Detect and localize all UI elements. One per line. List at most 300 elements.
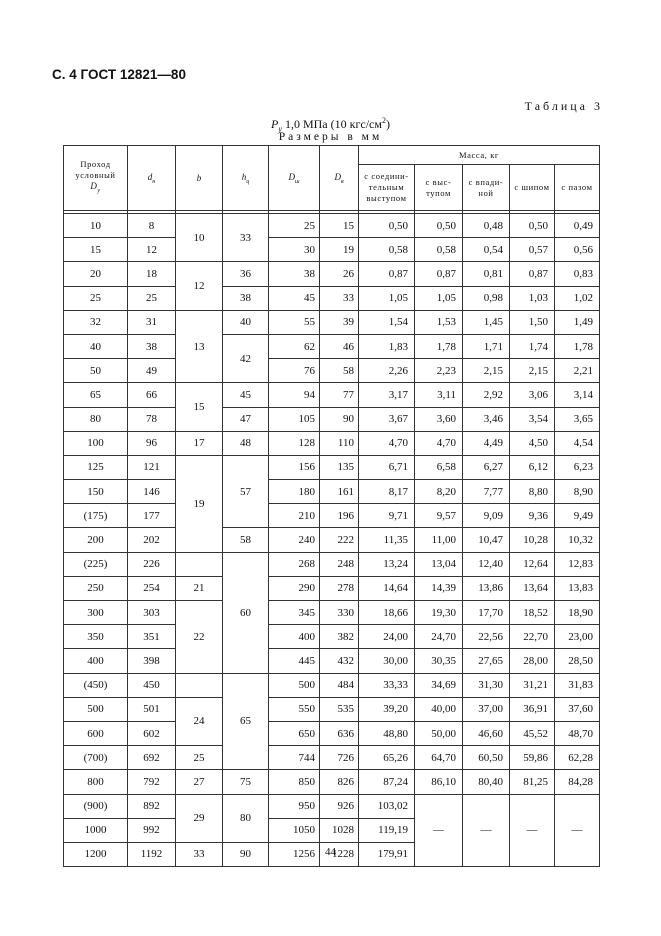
cell-mass: 179,91 (359, 842, 415, 866)
cell-dv: 382 (320, 625, 359, 649)
cell-dy: (450) (64, 673, 128, 697)
cell-dv: 135 (320, 455, 359, 479)
cell-dy: (900) (64, 794, 128, 818)
cell-mass: 2,23 (415, 359, 463, 383)
cell-mass: 31,30 (463, 673, 510, 697)
table-row (64, 528, 600, 552)
cell-mass: 1,03 (510, 286, 555, 310)
cell-dy: 125 (64, 455, 128, 479)
cell-mass: 19,30 (415, 601, 463, 625)
cell-h: 36 (223, 262, 269, 286)
cell-mass: 1,78 (415, 334, 463, 358)
cell-mass: 30,00 (359, 649, 415, 673)
cell-mass: 10,47 (463, 528, 510, 552)
cell-dn: 992 (128, 818, 176, 842)
cell-dsh: 180 (269, 480, 320, 504)
cell-mass: 86,10 (415, 770, 463, 794)
cell-mass: 28,00 (510, 649, 555, 673)
cell-mass: 4,50 (510, 431, 555, 455)
cell-mass: 10,32 (555, 528, 600, 552)
table-row (64, 334, 600, 358)
cell-mass: 8,20 (415, 480, 463, 504)
cell-dy: 65 (64, 383, 128, 407)
cell-mass: 3,67 (359, 407, 415, 431)
cell-mass: 2,26 (359, 359, 415, 383)
cell-mass: 0,58 (359, 238, 415, 262)
cell-b: 21 (176, 576, 223, 600)
cell-dsh: 550 (269, 697, 320, 721)
table-row (64, 770, 600, 794)
table-row (64, 552, 600, 576)
cell-mass: 12,83 (555, 552, 600, 576)
cell-mass: 65,26 (359, 746, 415, 770)
cell-dsh: 445 (269, 649, 320, 673)
col-header-dsh: $D_ш$ (269, 146, 320, 211)
cell-b: 10 (176, 214, 223, 262)
cell-b: 17 (176, 431, 223, 455)
cell-mass: 103,02 (359, 794, 415, 818)
table-row (64, 746, 600, 770)
cell-dv: 33 (320, 286, 359, 310)
cell-mass: 18,90 (555, 601, 600, 625)
cell-mass: 59,86 (510, 746, 555, 770)
cell-mass: 2,21 (555, 359, 600, 383)
cell-mass: 0,56 (555, 238, 600, 262)
cell-mass: 1,50 (510, 310, 555, 334)
cell-dy: 150 (64, 480, 128, 504)
cell-mass: 14,39 (415, 576, 463, 600)
cell-dn: 78 (128, 407, 176, 431)
cell-mass: — (463, 794, 510, 867)
cell-dv: 636 (320, 721, 359, 745)
cell-dv: 110 (320, 431, 359, 455)
cell-dy: 350 (64, 625, 128, 649)
cell-dv: 1028 (320, 818, 359, 842)
cell-dy: 40 (64, 334, 128, 358)
cell-mass: 3,06 (510, 383, 555, 407)
col-header-mass-groove: с впади-ной (463, 165, 510, 211)
cell-mass: 0,87 (415, 262, 463, 286)
cell-dv: 535 (320, 697, 359, 721)
cell-mass: 40,00 (415, 697, 463, 721)
cell-dv: 926 (320, 794, 359, 818)
pressure-rating: $P_у$ 1,0 МПа (10 кгс/$см^2$) (271, 116, 390, 134)
cell-mass: 2,92 (463, 383, 510, 407)
cell-mass: 14,64 (359, 576, 415, 600)
cell-mass: 0,98 (463, 286, 510, 310)
table-row (64, 504, 600, 528)
cell-mass: 3,54 (510, 407, 555, 431)
cell-mass: 3,60 (415, 407, 463, 431)
cell-dv: 161 (320, 480, 359, 504)
cell-b: 24 (176, 697, 223, 745)
cell-dv: 726 (320, 746, 359, 770)
table-row (64, 407, 600, 431)
cell-mass: 3,17 (359, 383, 415, 407)
cell-b: 27 (176, 770, 223, 794)
cell-dn: 1192 (128, 842, 176, 866)
table-row (64, 576, 600, 600)
cell-mass: 11,35 (359, 528, 415, 552)
cell-dn: 31 (128, 310, 176, 334)
col-header-dv: $D_в$ (320, 146, 359, 211)
cell-dsh: 128 (269, 431, 320, 455)
cell-mass: 37,00 (463, 697, 510, 721)
cell-dn: 692 (128, 746, 176, 770)
cell-dn: 66 (128, 383, 176, 407)
cell-mass: 4,54 (555, 431, 600, 455)
cell-dv: 19 (320, 238, 359, 262)
cell-mass: 17,70 (463, 601, 510, 625)
col-header-mass-tongue: с шипом (510, 165, 555, 211)
cell-mass: 37,60 (555, 697, 600, 721)
cell-dy: 50 (64, 359, 128, 383)
cell-mass: 12,40 (463, 552, 510, 576)
cell-mass: 0,49 (555, 214, 600, 238)
cell-h: 48 (223, 431, 269, 455)
cell-dv: 248 (320, 552, 359, 576)
cell-dy: 10 (64, 214, 128, 238)
cell-dn: 49 (128, 359, 176, 383)
table-caption: Таблица 3 (524, 99, 603, 113)
page-number: 44 (325, 846, 336, 858)
cell-mass: 50,00 (415, 721, 463, 745)
cell-mass: 13,64 (510, 576, 555, 600)
col-header-mass-connecting: с соедини-тельным выступом (359, 165, 415, 211)
cell-mass: 1,05 (415, 286, 463, 310)
cell-dv: 39 (320, 310, 359, 334)
cell-mass: — (415, 794, 463, 867)
cell-mass: 45,52 (510, 721, 555, 745)
cell-mass: 1,02 (555, 286, 600, 310)
cell-mass: 87,24 (359, 770, 415, 794)
cell-mass: 80,40 (463, 770, 510, 794)
cell-mass: 4,70 (415, 431, 463, 455)
cell-dy: 400 (64, 649, 128, 673)
cell-b: 12 (176, 262, 223, 310)
cell-dn: 8 (128, 214, 176, 238)
cell-mass: 9,49 (555, 504, 600, 528)
cell-mass: 24,70 (415, 625, 463, 649)
cell-mass: 33,33 (359, 673, 415, 697)
cell-mass: 13,86 (463, 576, 510, 600)
cell-mass: 0,48 (463, 214, 510, 238)
cell-dy: 20 (64, 262, 128, 286)
cell-dn: 792 (128, 770, 176, 794)
cell-dv: 330 (320, 601, 359, 625)
cell-dv: 484 (320, 673, 359, 697)
cell-mass: 9,36 (510, 504, 555, 528)
cell-dsh: 744 (269, 746, 320, 770)
cell-dv: 826 (320, 770, 359, 794)
cell-b (176, 552, 223, 576)
cell-mass: 1,78 (555, 334, 600, 358)
cell-dy: 300 (64, 601, 128, 625)
cell-dn: 303 (128, 601, 176, 625)
cell-mass: 6,12 (510, 455, 555, 479)
cell-mass: 1,83 (359, 334, 415, 358)
cell-mass: 1,54 (359, 310, 415, 334)
cell-dsh: 500 (269, 673, 320, 697)
cell-mass: 30,35 (415, 649, 463, 673)
cell-dn: 202 (128, 528, 176, 552)
cell-dy: 600 (64, 721, 128, 745)
col-header-h: $h_ц$ (223, 146, 269, 211)
cell-dn: 38 (128, 334, 176, 358)
cell-mass: — (510, 794, 555, 867)
cell-dsh: 1256 (269, 842, 320, 866)
table-row (64, 649, 600, 673)
cell-dv: 196 (320, 504, 359, 528)
cell-dn: 96 (128, 431, 176, 455)
table-row (64, 697, 600, 721)
cell-dv: 77 (320, 383, 359, 407)
cell-dv: 222 (320, 528, 359, 552)
cell-mass: 48,80 (359, 721, 415, 745)
cell-h: 90 (223, 842, 269, 866)
cell-dv: 90 (320, 407, 359, 431)
cell-dn: 892 (128, 794, 176, 818)
cell-dv: 432 (320, 649, 359, 673)
cell-dsh: 210 (269, 504, 320, 528)
cell-b: 25 (176, 746, 223, 770)
cell-dsh: 345 (269, 601, 320, 625)
cell-mass: 28,50 (555, 649, 600, 673)
col-header-mass-recess: с пазом (555, 165, 600, 211)
header-row (64, 146, 600, 165)
cell-h: 80 (223, 794, 269, 842)
cell-dsh: 105 (269, 407, 320, 431)
cell-mass: 119,19 (359, 818, 415, 842)
cell-dn: 602 (128, 721, 176, 745)
cell-dv: 46 (320, 334, 359, 358)
cell-mass: 13,83 (555, 576, 600, 600)
table-row (64, 601, 600, 625)
dimensions-note: Размеры в мм (278, 131, 383, 143)
cell-dsh: 25 (269, 214, 320, 238)
cell-mass: 0,50 (415, 214, 463, 238)
cell-mass: 24,00 (359, 625, 415, 649)
cell-mass: 31,21 (510, 673, 555, 697)
cell-mass: 1,45 (463, 310, 510, 334)
table-row (64, 286, 600, 310)
table-row (64, 480, 600, 504)
cell-dv: 58 (320, 359, 359, 383)
document-header: С. 4 ГОСТ 12821—80 (52, 67, 186, 82)
cell-mass: 31,83 (555, 673, 600, 697)
cell-mass: 7,77 (463, 480, 510, 504)
cell-mass: 10,28 (510, 528, 555, 552)
cell-dsh: 94 (269, 383, 320, 407)
cell-mass: 34,69 (415, 673, 463, 697)
cell-dn: 450 (128, 673, 176, 697)
cell-dn: 226 (128, 552, 176, 576)
cell-dn: 177 (128, 504, 176, 528)
cell-dsh: 30 (269, 238, 320, 262)
cell-mass: 84,28 (555, 770, 600, 794)
table-row (64, 238, 600, 262)
cell-dsh: 650 (269, 721, 320, 745)
cell-mass: — (555, 794, 600, 867)
cell-h: 38 (223, 286, 269, 310)
cell-mass: 0,83 (555, 262, 600, 286)
cell-dsh: 55 (269, 310, 320, 334)
cell-b: 13 (176, 310, 223, 383)
cell-dn: 121 (128, 455, 176, 479)
cell-mass: 13,04 (415, 552, 463, 576)
cell-h: 75 (223, 770, 269, 794)
cell-mass: 18,52 (510, 601, 555, 625)
cell-h: 65 (223, 673, 269, 770)
cell-dy: 25 (64, 286, 128, 310)
cell-dsh: 850 (269, 770, 320, 794)
cell-mass: 62,28 (555, 746, 600, 770)
table-row (64, 383, 600, 407)
cell-mass: 0,87 (359, 262, 415, 286)
cell-dv: 15 (320, 214, 359, 238)
table-row (64, 359, 600, 383)
cell-mass: 0,54 (463, 238, 510, 262)
cell-mass: 22,56 (463, 625, 510, 649)
cell-mass: 1,05 (359, 286, 415, 310)
cell-dy: 1200 (64, 842, 128, 866)
cell-b: 29 (176, 794, 223, 842)
cell-mass: 12,64 (510, 552, 555, 576)
cell-dn: 254 (128, 576, 176, 600)
cell-mass: 23,00 (555, 625, 600, 649)
cell-mass: 4,49 (463, 431, 510, 455)
cell-mass: 2,15 (510, 359, 555, 383)
cell-mass: 2,15 (463, 359, 510, 383)
cell-mass: 0,57 (510, 238, 555, 262)
cell-dsh: 45 (269, 286, 320, 310)
cell-h: 42 (223, 334, 269, 382)
cell-mass: 0,50 (510, 214, 555, 238)
cell-dsh: 1050 (269, 818, 320, 842)
table-row (64, 794, 600, 818)
cell-mass: 13,24 (359, 552, 415, 576)
flange-dimensions-table (63, 145, 600, 867)
cell-dsh: 62 (269, 334, 320, 358)
cell-dy: (700) (64, 746, 128, 770)
cell-mass: 27,65 (463, 649, 510, 673)
cell-dsh: 38 (269, 262, 320, 286)
cell-h: 33 (223, 214, 269, 262)
cell-mass: 1,74 (510, 334, 555, 358)
cell-mass: 81,25 (510, 770, 555, 794)
cell-b: 15 (176, 383, 223, 431)
cell-mass: 60,50 (463, 746, 510, 770)
cell-dn: 501 (128, 697, 176, 721)
cell-dsh: 400 (269, 625, 320, 649)
table-row (64, 455, 600, 479)
cell-dsh: 950 (269, 794, 320, 818)
table-row (64, 262, 600, 286)
cell-dy: (225) (64, 552, 128, 576)
cell-mass: 18,66 (359, 601, 415, 625)
cell-mass: 9,09 (463, 504, 510, 528)
cell-dy: 250 (64, 576, 128, 600)
col-header-b: b (176, 146, 223, 211)
cell-dsh: 156 (269, 455, 320, 479)
cell-mass: 3,14 (555, 383, 600, 407)
cell-h: 45 (223, 383, 269, 407)
cell-mass: 36,91 (510, 697, 555, 721)
cell-mass: 1,71 (463, 334, 510, 358)
cell-dv: 26 (320, 262, 359, 286)
cell-mass: 6,71 (359, 455, 415, 479)
col-header-dn: $d_н$ (128, 146, 176, 211)
cell-dv: 1228 (320, 842, 359, 866)
cell-mass: 46,60 (463, 721, 510, 745)
cell-dy: 800 (64, 770, 128, 794)
cell-mass: 3,11 (415, 383, 463, 407)
cell-mass: 6,58 (415, 455, 463, 479)
cell-mass: 39,20 (359, 697, 415, 721)
cell-dv: 278 (320, 576, 359, 600)
cell-dy: 32 (64, 310, 128, 334)
cell-dn: 351 (128, 625, 176, 649)
cell-mass: 9,57 (415, 504, 463, 528)
cell-dsh: 268 (269, 552, 320, 576)
table-row (64, 625, 600, 649)
table-body (64, 214, 600, 867)
cell-h: 47 (223, 407, 269, 431)
cell-mass: 0,87 (510, 262, 555, 286)
cell-dsh: 240 (269, 528, 320, 552)
cell-mass: 0,81 (463, 262, 510, 286)
cell-dn: 18 (128, 262, 176, 286)
cell-b (176, 673, 223, 697)
col-header-mass-protrusion: с выс-тупом (415, 165, 463, 211)
cell-b: 22 (176, 601, 223, 674)
col-header-mass: Масса, кг (359, 146, 600, 165)
cell-dy: (175) (64, 504, 128, 528)
cell-mass: 6,23 (555, 455, 600, 479)
cell-mass: 8,80 (510, 480, 555, 504)
table-row (64, 721, 600, 745)
cell-dsh: 76 (269, 359, 320, 383)
cell-mass: 0,50 (359, 214, 415, 238)
cell-b: 19 (176, 455, 223, 552)
cell-dy: 100 (64, 431, 128, 455)
cell-dy: 200 (64, 528, 128, 552)
cell-dy: 500 (64, 697, 128, 721)
cell-mass: 6,27 (463, 455, 510, 479)
cell-mass: 1,53 (415, 310, 463, 334)
cell-h: 60 (223, 552, 269, 673)
cell-dn: 12 (128, 238, 176, 262)
cell-dn: 146 (128, 480, 176, 504)
table-row (64, 431, 600, 455)
cell-dn: 25 (128, 286, 176, 310)
cell-mass: 0,58 (415, 238, 463, 262)
cell-mass: 9,71 (359, 504, 415, 528)
cell-dy: 80 (64, 407, 128, 431)
cell-h: 58 (223, 528, 269, 552)
cell-dy: 1000 (64, 818, 128, 842)
cell-mass: 1,49 (555, 310, 600, 334)
cell-mass: 11,00 (415, 528, 463, 552)
col-header-dy: Проход условный $D_у$ (64, 146, 128, 211)
cell-h: 40 (223, 310, 269, 334)
cell-b: 33 (176, 842, 223, 866)
cell-dy: 15 (64, 238, 128, 262)
cell-mass: 8,17 (359, 480, 415, 504)
cell-mass: 64,70 (415, 746, 463, 770)
cell-mass: 8,90 (555, 480, 600, 504)
cell-mass: 3,65 (555, 407, 600, 431)
